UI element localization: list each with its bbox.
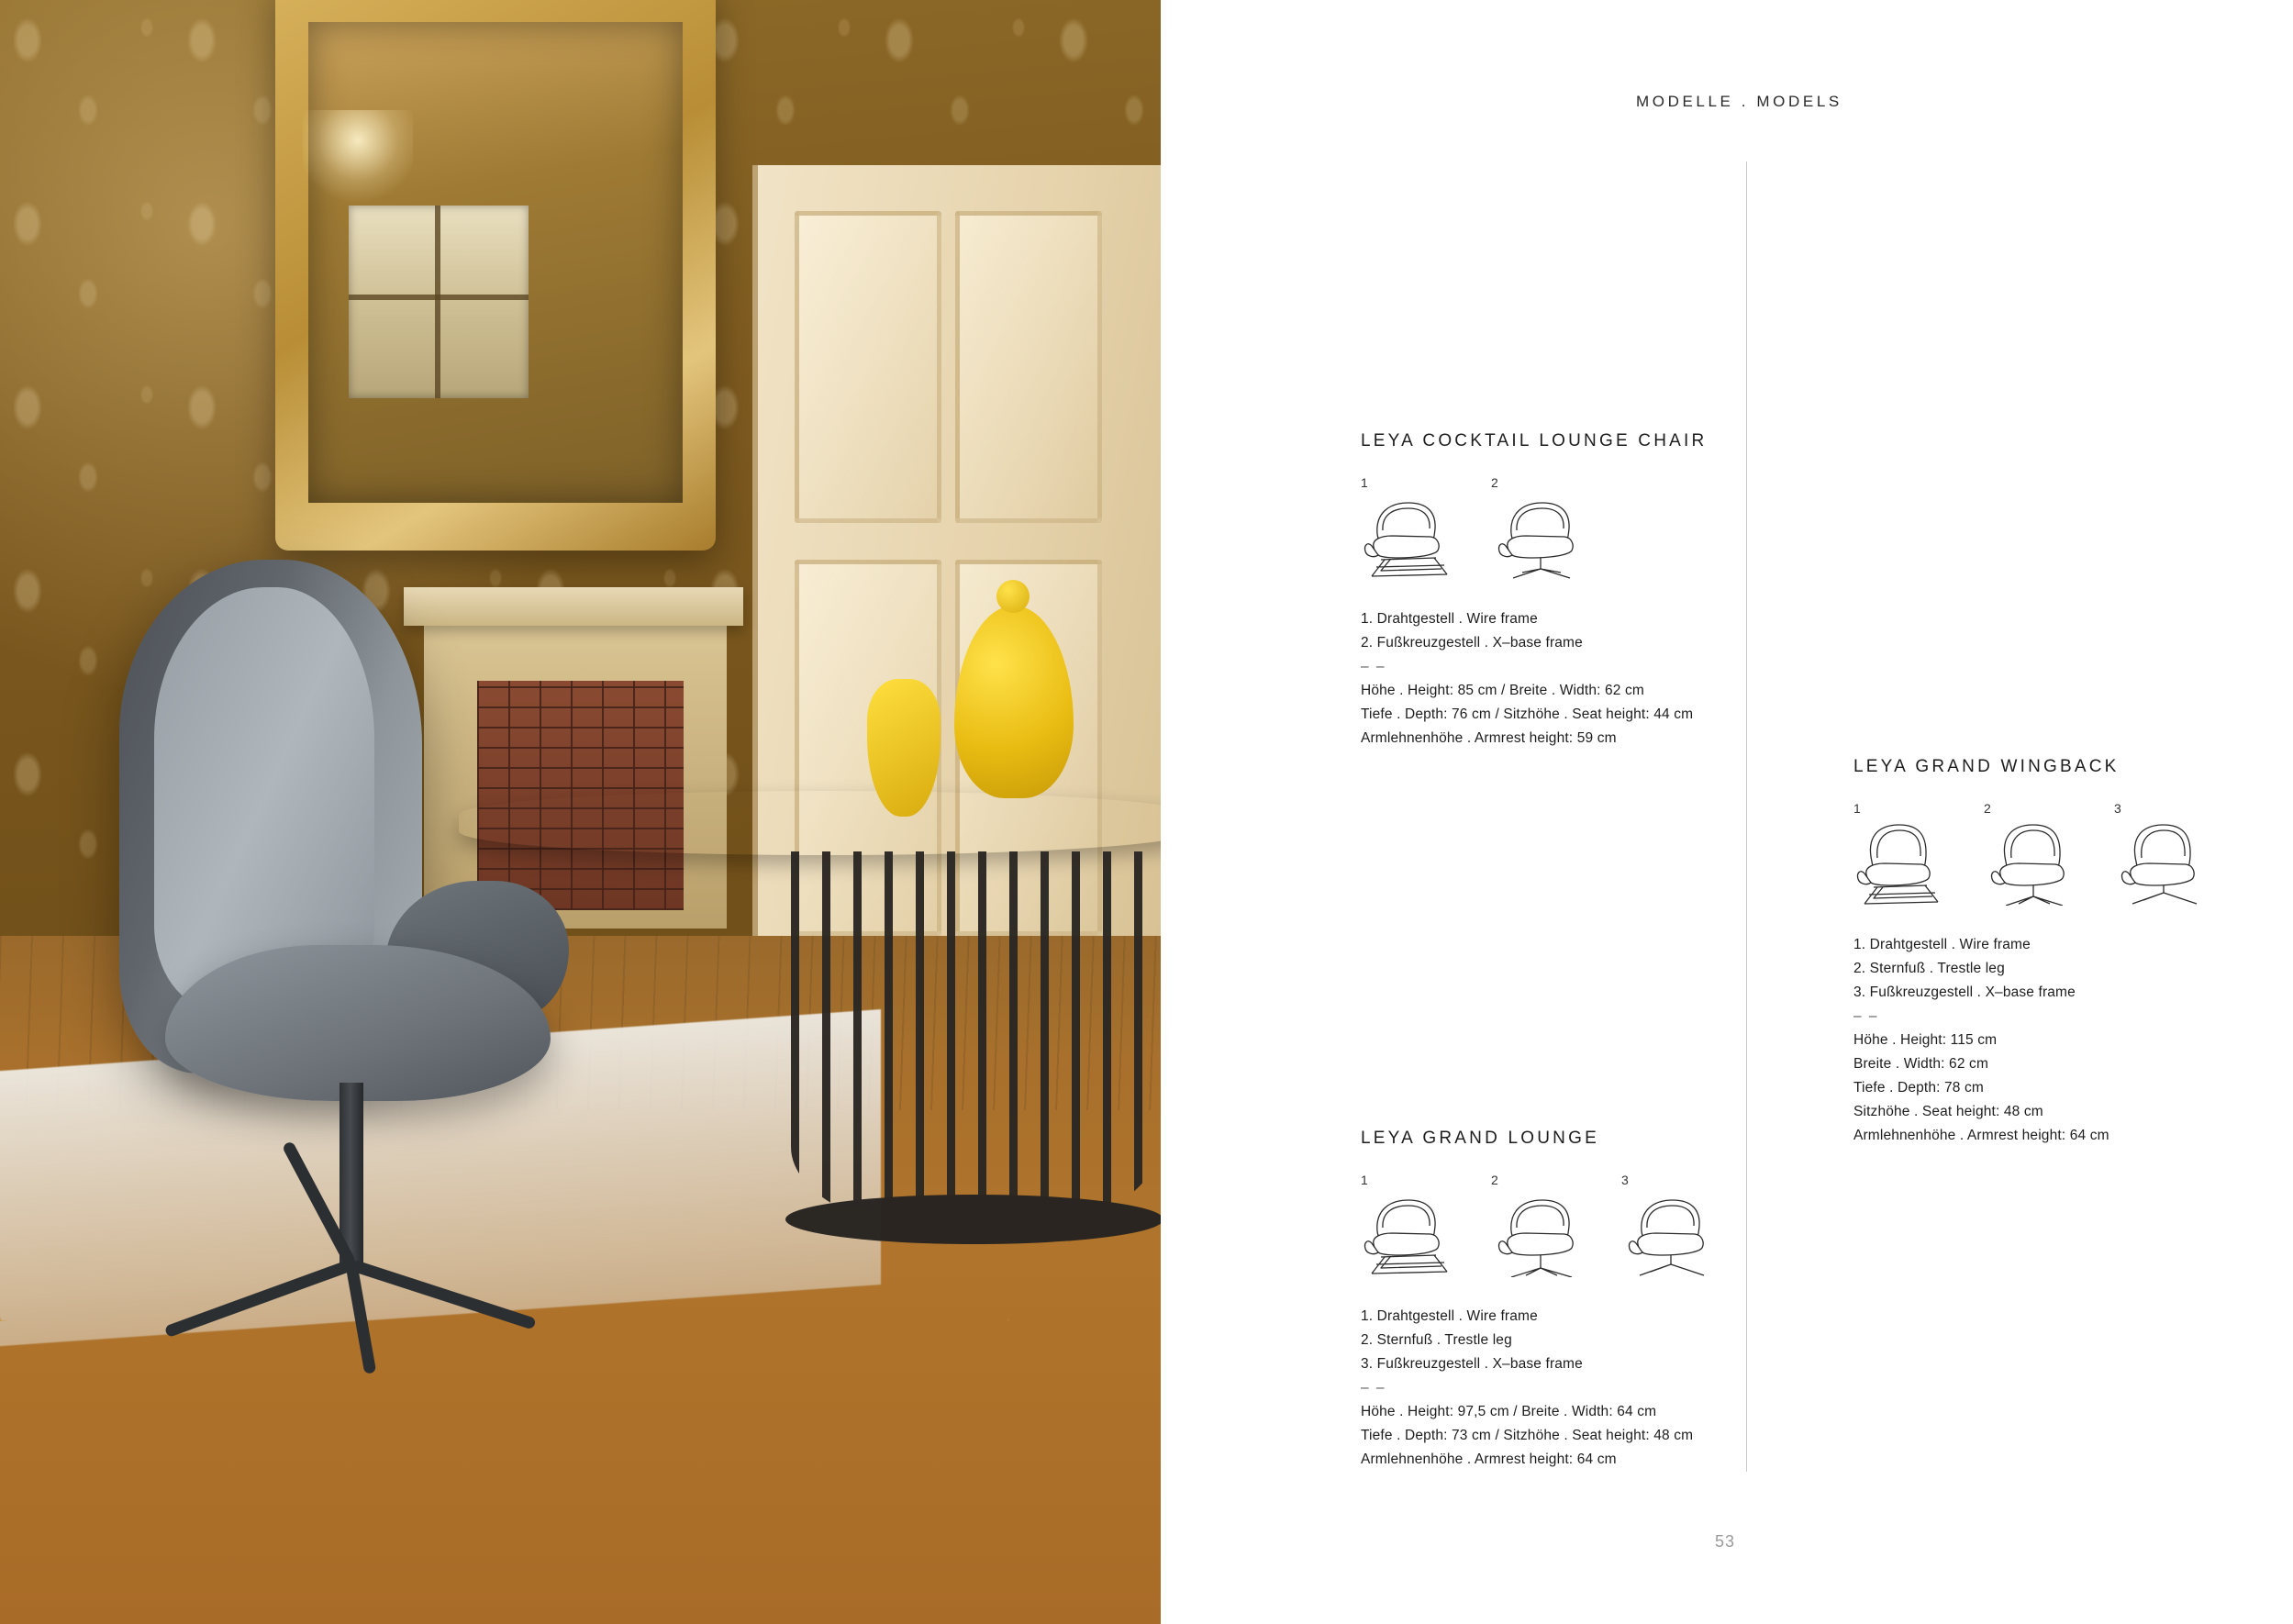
spec-line: Armlehnenhöhe . Armrest height: 64 cm — [1853, 1128, 2109, 1143]
frame-option: 1. Drahtgestell . Wire frame — [1361, 611, 1538, 627]
product-title: LEYA GRAND LOUNGE — [1361, 1129, 1599, 1148]
frame-option: 3. Fußkreuzgestell . X–base frame — [1853, 984, 2076, 1000]
spec-line: Armlehnenhöhe . Armrest height: 59 cm — [1361, 730, 1617, 746]
chair-x-base-frame-icon — [2114, 821, 2213, 906]
spec-line: Höhe . Height: 97,5 cm / Breite . Width: 64 cm — [1361, 1404, 1657, 1419]
spec-line: Armlehnenhöhe . Armrest height: 64 cm — [1361, 1452, 1617, 1467]
chair-wire-frame-icon — [1361, 1193, 1460, 1277]
chair-wire-frame-icon — [1853, 821, 1953, 906]
product-title: LEYA GRAND WINGBACK — [1853, 757, 2120, 776]
frame-option: 3. Fußkreuzgestell . X–base frame — [1361, 1356, 1583, 1372]
spec-line: Tiefe . Depth: 76 cm / Sitzhöhe . Seat height: 44 cm — [1361, 706, 1694, 722]
chair-x-base-frame-icon — [1491, 495, 1590, 580]
chair-x-base-frame-icon — [1621, 1193, 1720, 1277]
divider-dashes: – – — [1361, 659, 1386, 674]
variant-1: 1 — [1361, 1173, 1460, 1277]
spec-line: Sitzhöhe . Seat height: 48 cm — [1853, 1104, 2043, 1119]
spec-line: Höhe . Height: 85 cm / Breite . Width: 62 cm — [1361, 683, 1644, 698]
spec-line: Tiefe . Depth: 73 cm / Sitzhöhe . Seat height: 48 cm — [1361, 1428, 1694, 1443]
page-number: 53 — [1715, 1532, 1736, 1551]
gilded-mirror-frame — [275, 0, 716, 551]
variant-2: 2 — [1491, 1173, 1590, 1277]
door-panel — [795, 211, 941, 523]
frame-options — [1361, 607, 1728, 751]
divider-dashes: – – — [1853, 1008, 1879, 1024]
frame-options — [1853, 933, 2239, 1148]
variant-icons — [1361, 1173, 1746, 1277]
product-block-grand-lounge — [1361, 1129, 1746, 1472]
dining-table-base — [791, 851, 1158, 1237]
chandelier-glow — [303, 110, 413, 211]
frame-option: 2. Fußkreuzgestell . X–base frame — [1361, 635, 1583, 651]
spec-line: Höhe . Height: 115 cm — [1853, 1032, 1998, 1048]
variant-2: 2 — [1491, 475, 1590, 580]
frame-option: 1. Drahtgestell . Wire frame — [1853, 937, 2031, 952]
variant-3: 3 — [2114, 801, 2213, 906]
mirror-glass — [308, 22, 683, 503]
door-panel — [955, 211, 1102, 523]
variant-3: 3 — [1621, 1173, 1720, 1277]
product-title: LEYA COCKTAIL LOUNGE CHAIR — [1361, 431, 1708, 450]
divider-dashes: – – — [1361, 1380, 1386, 1396]
product-block-grand-wingback — [1853, 757, 2239, 1148]
variant-2: 2 — [1984, 801, 2083, 906]
spec-line: Breite . Width: 62 cm — [1853, 1056, 1989, 1072]
chair-trestle-leg-icon — [1984, 821, 2083, 906]
frame-options — [1361, 1305, 1746, 1472]
variant-1: 1 — [1361, 475, 1460, 580]
page-title: MODELLE . MODELS — [1636, 93, 1842, 110]
frame-option: 2. Sternfuß . Trestle leg — [1853, 961, 2005, 976]
frame-option: 2. Sternfuß . Trestle leg — [1361, 1332, 1512, 1348]
product-block-cocktail-lounge — [1361, 431, 1728, 751]
dining-table-top — [459, 791, 1161, 855]
fireplace-mantel — [404, 587, 743, 626]
chair-wire-frame-icon — [1361, 495, 1460, 580]
chair-trestle-leg-icon — [1491, 1193, 1590, 1277]
spec-line: Tiefe . Depth: 78 cm — [1853, 1080, 1984, 1096]
variant-icons — [1853, 801, 2239, 906]
variant-1: 1 — [1853, 801, 1953, 906]
column-divider — [1746, 161, 1747, 1472]
frame-option: 1. Drahtgestell . Wire frame — [1361, 1308, 1538, 1324]
variant-icons — [1361, 475, 1728, 580]
reflected-window — [349, 206, 529, 398]
models-page — [1161, 0, 2293, 1624]
